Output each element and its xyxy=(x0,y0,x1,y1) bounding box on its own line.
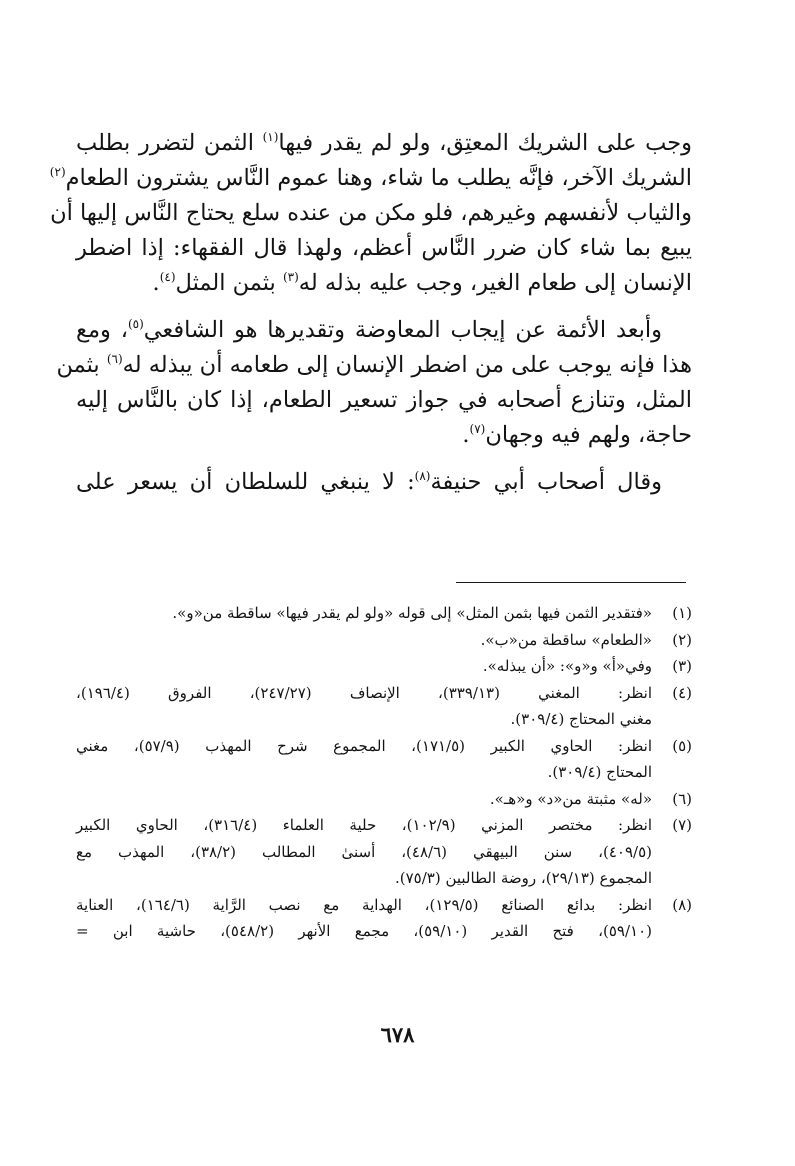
text-line xyxy=(76,465,692,500)
footnote-line: مغني المحتاج (٣٠٩/٤). xyxy=(510,710,652,728)
text-run: ، ومع xyxy=(76,317,128,343)
footnote-text xyxy=(76,680,652,733)
footnote-marker[interactable]: (٧) xyxy=(469,422,486,436)
text-run: . xyxy=(152,270,160,296)
text-run: الإنسان إلى طعام الغير، وجب عليه بذله له xyxy=(298,270,692,296)
footnote xyxy=(76,786,692,813)
text-line xyxy=(76,126,692,161)
footnote-line: انظر: المغني (٣٣٩/١٣)، الإنصاف (٢٤٧/٢٧)، الفروق (١٩٦/٤)، xyxy=(76,683,652,702)
footnote-text xyxy=(76,786,652,813)
footnote-line: انظر: الحاوي الكبير (١٧١/٥)، المجموع شرح المهذب (٥٧/٩)، مغني xyxy=(76,736,652,755)
footnote-text xyxy=(76,733,652,786)
text-run: . xyxy=(462,422,470,448)
text-run: وقال أصحاب أبي حنيفة xyxy=(430,469,662,495)
footnote xyxy=(76,627,692,654)
paragraph-2 xyxy=(56,313,692,453)
footnote xyxy=(76,812,692,892)
text-run: بثمن xyxy=(56,352,107,378)
text-run: بثمن المثل xyxy=(175,270,283,296)
footnote-text xyxy=(76,812,652,892)
footnote-line: المجموع (٢٩/١٣)، روضة الطالبين (٧٥/٣). xyxy=(394,869,652,887)
footnote-line: المحتاج (٣٠٩/٤). xyxy=(547,763,652,781)
footnote-line: انظر: مختصر المزني (١٠٢/٩)، حلية العلماء (٣١٦/٤)، الحاوي الكبير xyxy=(76,816,652,834)
footnote-marker[interactable]: (٤) xyxy=(159,270,176,284)
text-run: هذا فإنه يوجب على من اضطر الإنسان إلى طعامه أن يبذله له xyxy=(122,352,692,378)
footnote-number: (١) xyxy=(672,604,692,622)
text-line: المثل، وتنازع أصحابه في جواز تسعير الطعام، إذا كان بالنَّاس إليه xyxy=(76,387,692,413)
text-line xyxy=(76,418,692,453)
footnote-text xyxy=(76,600,652,627)
footnote-number: (٧) xyxy=(672,816,692,834)
text-line xyxy=(76,266,692,301)
footnote-separator xyxy=(456,582,686,583)
text-run: الشريك الآخر، فإنَّه يطلب ما شاء، وهنا عموم النَّاس يشترون الطعام xyxy=(65,165,692,191)
footnote xyxy=(76,600,692,627)
text-line xyxy=(56,348,692,383)
footnote-marker[interactable]: (٦) xyxy=(106,352,123,366)
footnote-number: (٤) xyxy=(672,683,692,702)
text-run: حاجة، ولهم فيه وجهان xyxy=(485,422,692,448)
footnote-text xyxy=(76,892,652,945)
text-run: الثمن لتضرر بطلب xyxy=(76,130,263,156)
footnote-text xyxy=(76,653,652,680)
footnote xyxy=(76,892,692,945)
paragraph-3 xyxy=(76,465,692,500)
footnote-marker[interactable]: (٢) xyxy=(49,165,66,179)
text-run: وأبعد الأئمة عن إيجاب المعاوضة وتقديرها هو الشافعي xyxy=(143,317,662,343)
page-number: ٦٧٨ xyxy=(380,1022,415,1047)
text-line xyxy=(49,161,692,196)
footnote-number: (٢) xyxy=(672,630,692,649)
footnotes xyxy=(76,600,692,945)
footnote-line: وفي«أ» و«و»: «أن يبذله». xyxy=(482,657,652,675)
text-line: يبيع بما شاء كان ضرر النَّاس أعظم، ولهذا قال الفقهاء: إذا اضطر xyxy=(76,235,692,261)
footnote-marker[interactable]: (٥) xyxy=(127,317,144,331)
text-run: : لا ينبغي للسلطان أن يسعر على xyxy=(76,469,415,495)
footnote-number: (٦) xyxy=(672,789,692,808)
main-text xyxy=(49,126,693,500)
footnote-marker[interactable]: (٨) xyxy=(414,469,431,483)
footnote-marker[interactable]: (١) xyxy=(262,130,279,144)
footnote xyxy=(76,733,692,786)
footnote xyxy=(76,680,692,733)
footnote xyxy=(76,653,692,680)
footnote-line: (٥٩/١٠)، فتح القدير (٥٩/١٠)، مجمع الأنهر (٥٤٨/٢)، حاشية ابن = xyxy=(76,922,652,940)
paragraph-1 xyxy=(49,126,693,301)
footnote-line: (٤٠٩/٥)، سنن البيهقي (٤٨/٦)، أسنىٰ المطالب (٣٨/٢)، المهذب مع xyxy=(76,842,652,861)
text-line xyxy=(76,313,692,348)
footnote-marker[interactable]: (٣) xyxy=(282,270,299,284)
footnote-text xyxy=(76,627,652,654)
footnote-number: (٨) xyxy=(672,895,692,914)
footnote-line: «له» مثبتة من«د» و«هـ». xyxy=(489,789,652,808)
text-run: وجب على الشريك المعتِق، ولو لم يقدر فيها xyxy=(278,130,693,156)
footnote-number: (٣) xyxy=(672,657,692,675)
footnote-line: «فتقدير الثمن فيها بثمن المثل» إلى قوله «ولو لم يقدر فيها» ساقطة من«و». xyxy=(172,604,652,622)
footnote-line: انظر: بدائع الصنائع (١٢٩/٥)، الهداية مع نصب الرَّاية (١٦٤/٦)، العناية xyxy=(76,895,652,914)
text-line: والثياب لأنفسهم وغيرهم، فلو مكن من عنده سلع يحتاج النَّاس إليها أن xyxy=(50,200,692,226)
footnote-line: «الطعام» ساقطة من«ب». xyxy=(480,630,652,649)
footnote-number: (٥) xyxy=(672,736,692,755)
